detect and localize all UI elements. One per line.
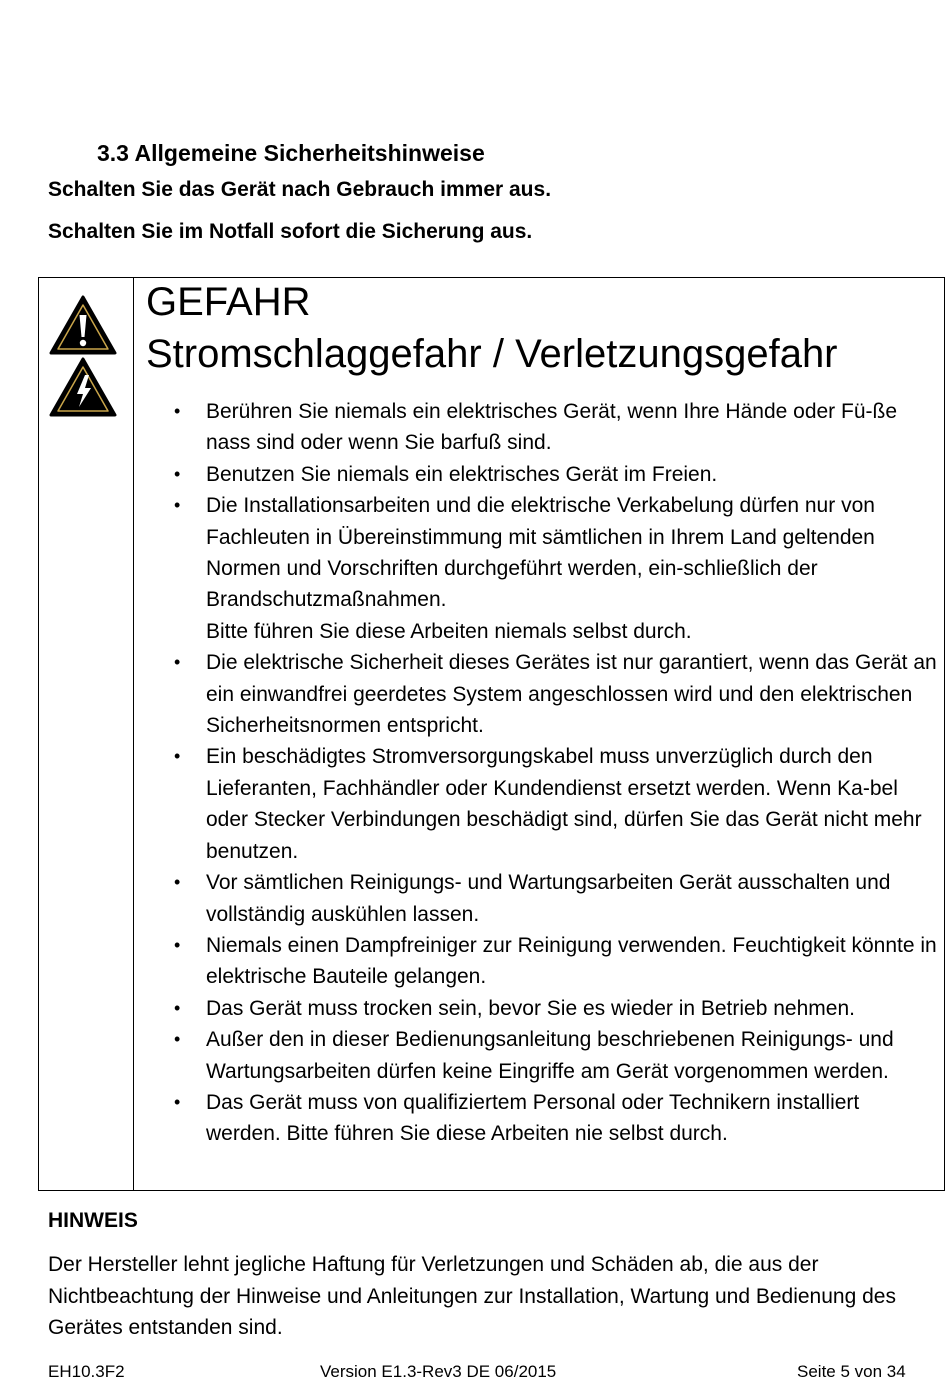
list-item-extra: Bitte führen Sie diese Arbeiten niemals selbst durch. [206,619,692,643]
list-item-text: Das Gerät muss von qualifiziertem Personal oder Technikern installiert werden. Bitte führen Sie diese Arbeiten nie selbst durch. [206,1090,860,1146]
electric-shock-warning-icon [49,356,117,423]
danger-title: GEFAHR [146,280,311,324]
danger-subtitle: Stromschlaggefahr / Verletzungsgefahr [146,332,838,376]
section-heading: 3.3 Allgemeine Sicherheitshinweise [97,140,485,166]
bullet: • [174,872,181,893]
list-item-text: Niemals einen Dampfreiniger zur Reinigung verwenden. Feuchtigkeit könnte in elektrische Bauteile gelangen. [206,933,937,989]
list-item [169,741,939,867]
list-item-text: Vor sämtlichen Reinigungs- und Wartungsarbeiten Gerät ausschalten und vollständig auskühlen lassen. [206,871,891,926]
intro-line-switch-off: Schalten Sie das Gerät nach Gebrauch immer aus. [48,178,552,201]
list-item [169,396,939,459]
list-item [169,1024,939,1087]
list-item [169,1087,939,1150]
intro-line-emergency: Schalten Sie im Notfall sofort die Sicherung aus. [48,220,533,243]
bullet: • [174,401,181,421]
footer-doc-id: EH10.3F2 [48,1362,125,1381]
bullet: • [174,997,181,1018]
bullet: • [174,1091,181,1112]
list-item-text: Das Gerät muss trocken sein, bevor Sie es wieder in Betrieb nehmen. [206,996,855,1020]
danger-box [38,277,945,1191]
hazard-list [169,396,939,1150]
hint-text: Der Hersteller lehnt jegliche Haftung für Verletzungen und Schäden ab, die aus der Nichtbeachtung der Hinweise und Anleitungen zur Installation, Wartung und Bedienung des Gerätes entstanden sind. [48,1253,896,1339]
list-item-text: Die elektrische Sicherheit dieses Gerätes ist nur garantiert, wenn das Gerät an ein einwandfrei geerdetes System angeschlossen wird und den elektrischen Sicherheitsnormen entspricht. [206,651,937,738]
list-item [169,459,939,490]
hint-label: HINWEIS [48,1209,138,1232]
list-item [169,993,939,1024]
list-item-text: Benutzen Sie niemals ein elektrisches Gerät im Freien. [206,462,718,486]
bullet: • [174,652,181,673]
list-item [169,490,939,647]
bullet: • [174,495,181,516]
general-warning-icon [49,294,117,361]
bullet: • [174,1029,181,1050]
footer-page-number: Seite 5 von 34 [797,1362,906,1381]
bullet: • [174,746,181,767]
list-item-text: Ein beschädigtes Stromversorgungskabel muss unverzüglich durch den Lieferanten, Fachhändler oder Kundendienst ersetzt werden. Wenn Ka-bel oder Stecker Verbindungen beschädigt sind, dürfen Sie das Gerät nicht mehr benutzen. [206,745,922,863]
footer-version: Version E1.3-Rev3 DE 06/2015 [320,1362,557,1381]
danger-box-divider [133,278,134,1190]
list-item [169,930,939,993]
list-item-text: Die Installationsarbeiten und die elektrische Verkabelung dürfen nur von Fachleuten in Übereinstimmung mit sämtlichen in Ihrem Land geltenden Normen und Vorschriften durchgeführt werden, ein-schließlich der Brandschutzmaßnahmen. [206,494,875,612]
list-item [169,867,939,930]
bullet: • [174,934,181,955]
list-item-text: Außer den in dieser Bedienungsanleitung beschriebenen Reinigungs- und Wartungsarbeiten dürfen keine Eingriffe am Gerät vorgenommen werden. [206,1028,894,1083]
list-item [169,647,939,741]
list-item-text: Berühren Sie niemals ein elektrisches Gerät, wenn Ihre Hände oder Fü-ße nass sind oder wenn Sie barfuß sind. [206,400,898,455]
bullet: • [174,463,181,484]
